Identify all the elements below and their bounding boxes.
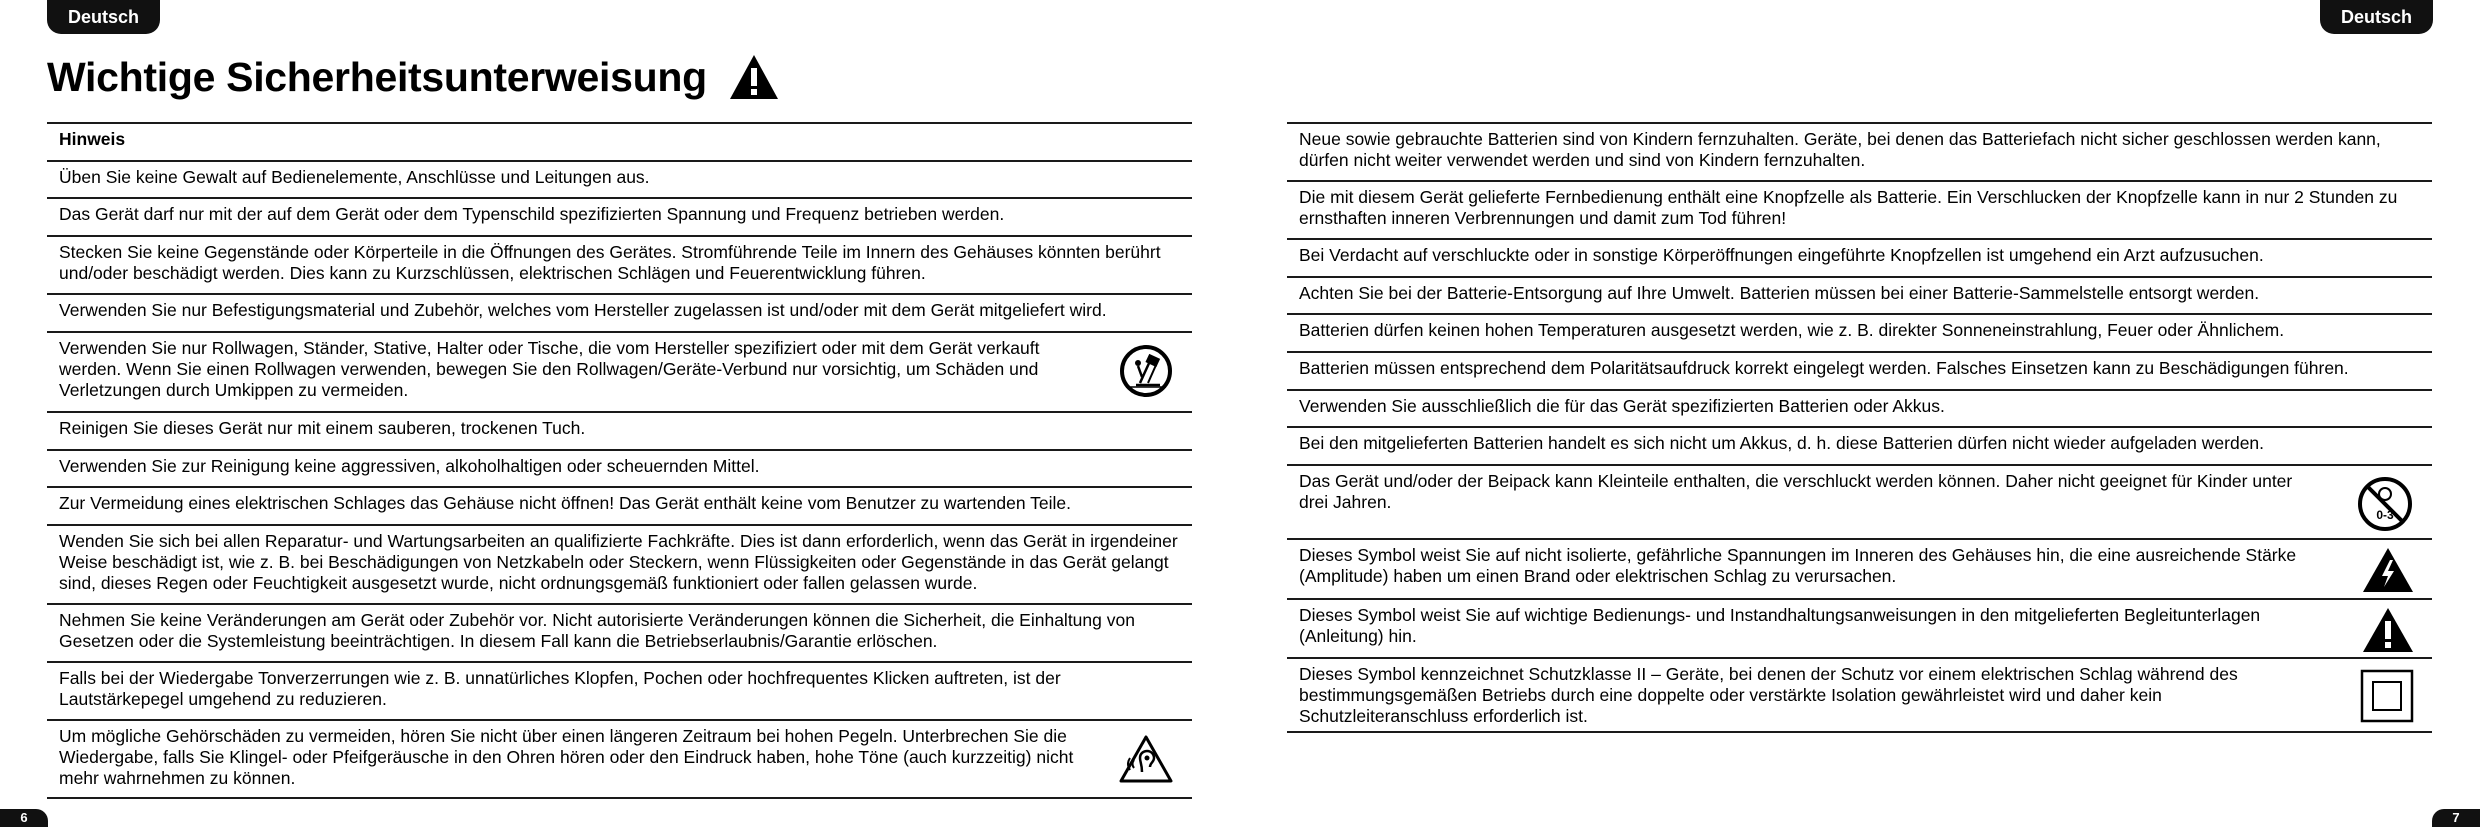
attention-warning-icon xyxy=(2362,607,2414,653)
language-tab-left: Deutsch xyxy=(47,0,160,34)
safety-item-text: Verwenden Sie nur Befestigungsmaterial und Zubehör, welches vom Hersteller zugelassen ist und/oder mit dem Gerät mitgeliefert wird. xyxy=(59,300,1107,320)
left-column xyxy=(47,122,1192,799)
safety-item-text: Üben Sie keine Gewalt auf Bedienelemente, Anschlüsse und Leitungen aus. xyxy=(59,167,650,187)
safety-item-text: Verwenden Sie nur Rollwagen, Ständer, Stative, Halter oder Tische, die vom Hersteller spezifiziert oder mit dem Gerät verkauft werden. Wenn Sie einen Rollwagen verwenden, bewegen Sie den Rollwagen/Geräte-Verbund nur vorsichtig, um Schäden und Verletzungen durch Umkippen zu vermeiden. xyxy=(59,338,1040,400)
symbol-item-text: Dieses Symbol weist Sie auf nicht isolierte, gefährliche Spannungen im Inneren des Gehäuses hin, die eine ausreichende Stärke (Amplitude) haben um einen Brand oder elektrischen Schlag zu verursachen. xyxy=(1299,545,2297,586)
notice-heading-row xyxy=(47,122,1192,160)
symbol-item xyxy=(1287,598,2432,657)
notice-heading: Hinweis xyxy=(59,129,126,149)
battery-item-text: Achten Sie bei der Batterie-Entsorgung auf Ihre Umwelt. Batterien müssen bei einer Batterie-Sammelstelle entsorgt werden. xyxy=(1299,283,2260,303)
page-title xyxy=(47,48,779,106)
safety-item xyxy=(47,197,1192,235)
safety-item xyxy=(47,411,1192,449)
protection-class-ii-icon xyxy=(2360,669,2414,723)
page-title-text: Wichtige Sicherheitsunterweisung xyxy=(47,54,707,100)
battery-item-text: Neue sowie gebrauchte Batterien sind von Kindern fernzuhalten. Geräte, bei denen das Batteriefach nicht sicher geschlossen werden kann, dürfen nicht weiter verwendet werden und sind von Kindern fernzuhalten. xyxy=(1299,129,2381,170)
battery-item-text: Batterien dürfen keinen hohen Temperaturen ausgesetzt werden, wie z. B. direkter Sonneneinstrahlung, Feuer oder Ähnlichem. xyxy=(1299,320,2285,340)
safety-item xyxy=(47,486,1192,524)
warning-icon xyxy=(729,54,779,100)
safety-item-text: Stecken Sie keine Gegenstände oder Körperteile in die Öffnungen des Gerätes. Stromführende Teile im Innern des Gehäuses könnten berührt und/oder beschädigt werden. Dies kann zu Kurzschlüssen, elektrischen Schlägen und Feuerentwicklung führen. xyxy=(59,242,1161,283)
small-parts-text: Das Gerät und/oder der Beipack kann Kleinteile enthalten, die verschluckt werden können. Daher nicht geeignet für Kinder unter drei Jahren. xyxy=(1299,471,2293,512)
page-number-right: 7 xyxy=(2432,809,2480,827)
battery-item xyxy=(1287,180,2432,238)
page-number-left: 6 xyxy=(0,809,48,827)
safety-item-text: Nehmen Sie keine Veränderungen am Gerät oder Zubehör vor. Nicht autorisierte Veränderungen können die Sicherheit, die Einhaltung von Gesetzen oder die Systemleistung beeinträchtigen. In diesem Fall kann die Betriebserlaubnis/Garantie erlöschen. xyxy=(59,610,1135,651)
safety-item-text: Um mögliche Gehörschäden zu vermeiden, hören Sie nicht über einen längeren Zeitraum bei hohen Pegeln. Unterbrechen Sie die Wiedergabe, falls Sie Klingel- oder Pfeifgeräusche in den Ohren hören oder den Eindruck haben, hohe Töne (auch kurzzeitig) nicht mehr wahrnehmen zu können. xyxy=(59,726,1074,788)
battery-item xyxy=(1287,122,2432,180)
battery-item-text: Verwenden Sie ausschließlich die für das Gerät spezifizierten Batterien oder Akkus. xyxy=(1299,396,1945,416)
safety-item-text: Verwenden Sie zur Reinigung keine aggressiven, alkoholhaltigen oder scheuernden Mittel. xyxy=(59,456,760,476)
high-voltage-warning-icon xyxy=(2362,547,2414,593)
battery-item xyxy=(1287,351,2432,389)
age-icon-label: 0-3 xyxy=(2376,508,2394,522)
safety-item xyxy=(47,719,1192,799)
not-for-children-0-3-icon xyxy=(2356,475,2414,533)
safety-item xyxy=(47,160,1192,197)
language-tab-right: Deutsch xyxy=(2320,0,2433,34)
battery-item-text: Die mit diesem Gerät gelieferte Fernbedienung enthält eine Knopfzelle als Batterie. Ein Verschlucken der Knopfzelle kann in nur 2 Stunden zu ernsthaften inneren Verbrennungen und damit zum Tod führen! xyxy=(1299,187,2398,228)
hearing-damage-warning-icon xyxy=(1118,734,1174,784)
battery-item xyxy=(1287,238,2432,276)
battery-item xyxy=(1287,313,2432,351)
symbol-item xyxy=(1287,538,2432,598)
symbol-item-text: Dieses Symbol kennzeichnet Schutzklasse II – Geräte, bei denen der Schutz vor einem elektrischen Schlag während des bestimmungsgemäßen Betriebs durch eine doppelte oder verstärkte Isolation gewährleistet wird und daher kein Schutzleiteranschluss erforderlich ist. xyxy=(1299,664,2238,726)
battery-item xyxy=(1287,389,2432,426)
safety-item xyxy=(47,661,1192,719)
safety-item-text: Falls bei der Wiedergabe Tonverzerrungen wie z. B. unnatürliches Klopfen, Pochen oder hochfrequentes Klicken auftreten, ist der Lautstärkepegel umgehend zu reduzieren. xyxy=(59,668,1061,709)
symbol-item-text: Dieses Symbol weist Sie auf wichtige Bedienungs- und Instandhaltungsanweisungen in den mitgelieferten Begleitunterlagen (Anleitung) hin. xyxy=(1299,605,2261,646)
safety-item xyxy=(47,603,1192,661)
safety-item-text: Reinigen Sie dieses Gerät nur mit einem sauberen, trockenen Tuch. xyxy=(59,418,586,438)
safety-item xyxy=(47,449,1192,486)
small-parts-item xyxy=(1287,464,2432,538)
cart-tip-over-icon xyxy=(1118,343,1174,401)
right-column xyxy=(1287,122,2432,733)
battery-item-text: Bei den mitgelieferten Batterien handelt es sich nicht um Akkus, d. h. diese Batterien dürfen nicht wieder aufgeladen werden. xyxy=(1299,433,2265,453)
safety-item xyxy=(47,293,1192,331)
symbol-item xyxy=(1287,657,2432,733)
safety-item xyxy=(47,235,1192,293)
battery-item xyxy=(1287,426,2432,464)
battery-item-text: Batterien müssen entsprechend dem Polaritätsaufdruck korrekt eingelegt werden. Falsches Einsetzen kann zu Beschädigungen führen. xyxy=(1299,358,2349,378)
safety-item-text: Das Gerät darf nur mit der auf dem Gerät oder dem Typenschild spezifizierten Spannung und Frequenz betrieben werden. xyxy=(59,204,1005,224)
battery-item-text: Bei Verdacht auf verschluckte oder in sonstige Körperöffnungen eingeführte Knopfzellen ist umgehend ein Arzt aufzusuchen. xyxy=(1299,245,2264,265)
safety-item xyxy=(47,524,1192,603)
battery-item xyxy=(1287,276,2432,313)
safety-item-text: Zur Vermeidung eines elektrischen Schlages das Gehäuse nicht öffnen! Das Gerät enthält keine vom Benutzer zu wartenden Teile. xyxy=(59,493,1072,513)
safety-item xyxy=(47,331,1192,411)
safety-item-text: Wenden Sie sich bei allen Reparatur- und Wartungsarbeiten an qualifizierte Fachkräfte. Dies ist dann erforderlich, wenn das Gerät in irgendeiner Weise beschädigt ist, wie z. B. bei Beschädigungen von Netzkabeln oder Steckern, wenn Flüssigkeiten oder Gegenstände in das Gerät gelangt sind, dieses Regen oder Feuchtigkeit ausgesetzt wurde, nicht ordnungsgemäß funktioniert oder fallen gelassen wurde. xyxy=(59,531,1178,593)
